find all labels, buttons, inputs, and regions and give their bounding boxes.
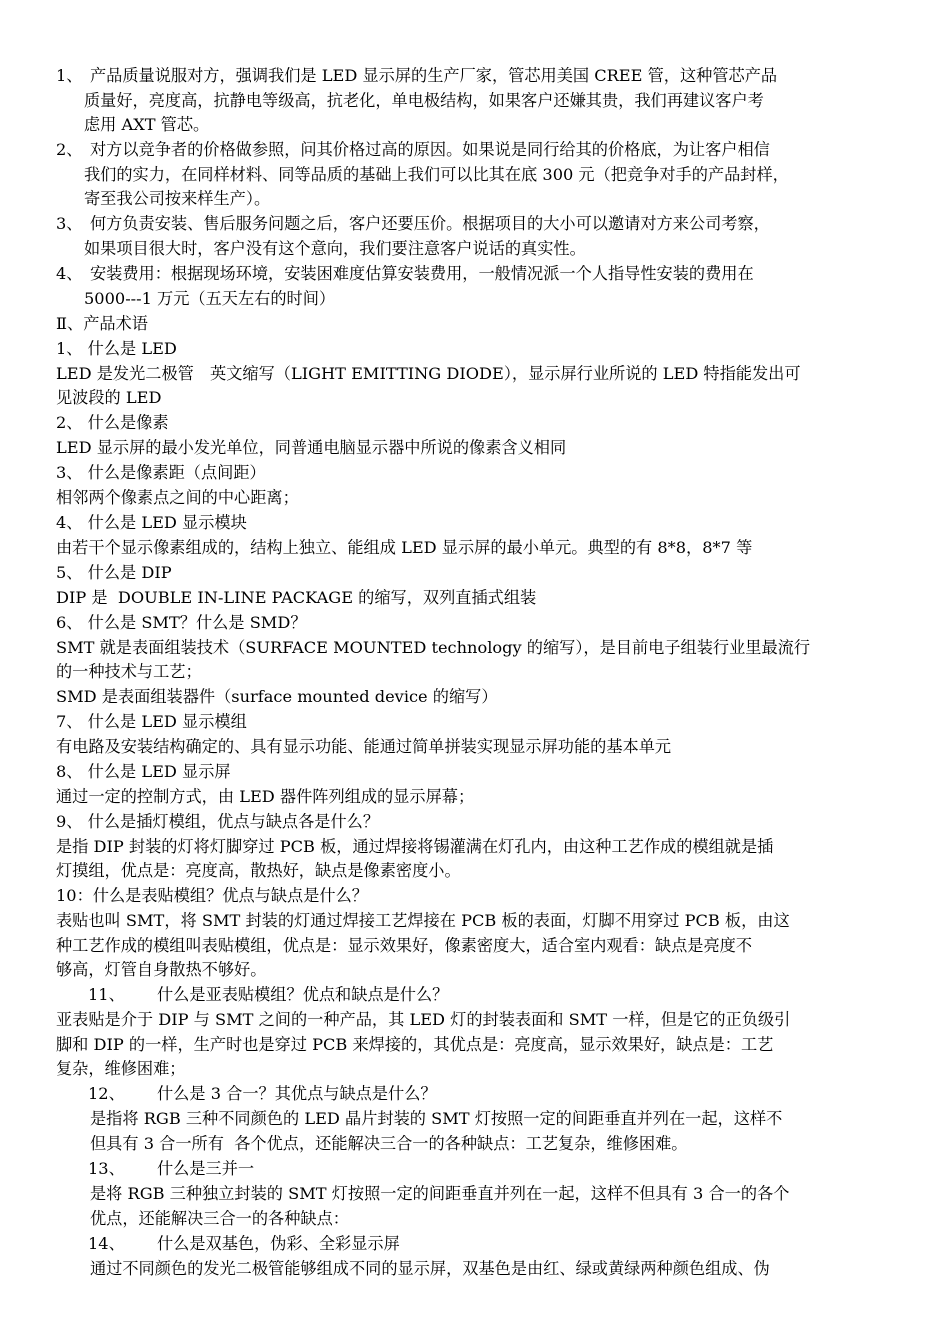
term-answer-line: 够高，灯管自身散热不够好。 [56, 960, 267, 979]
term-answer-line: LED 是发光二极管 英文缩写（LIGHT EMITTING DIODE），显示屏行业所说的 LED 特指能发出可 [56, 364, 801, 383]
item-text-line: 如果项目很大时，客户没有这个意向，我们要注意客户说话的真实性。 [84, 239, 586, 258]
term-number: 11、 [88, 985, 125, 1004]
item-text-line: 何方负责安装、售后服务问题之后，客户还要压价。根据项目的大小可以邀请对方来公司考察， [90, 214, 770, 233]
item-text-line: 5000---1 万元（五天左右的时间） [84, 289, 336, 308]
term-answer-line: 种工艺作成的模组叫表贴模组，优点是：显示效果好，像素密度大，适合室内观看：缺点是亮度不 [56, 936, 753, 955]
term-question: 什么是 3 合一？其优点与缺点是什么？ [157, 1084, 437, 1103]
term-answer-line: 见波段的 LED [56, 388, 162, 407]
term-question: 8、 什么是 LED 显示屏 [56, 762, 231, 781]
term-question: 2、 什么是像素 [56, 413, 169, 432]
term-question: 6、 什么是 SMT？什么是 SMD？ [56, 613, 307, 632]
term-question: 什么是双基色，伪彩、全彩显示屏 [157, 1234, 400, 1253]
item-number: 2、 [56, 140, 83, 159]
item-text-line: 虑用 AXT 管芯。 [84, 115, 210, 134]
term-answer-line: LED 显示屏的最小发光单位，同普通电脑显示器中所说的像素含义相同 [56, 438, 567, 457]
term-answer-line: SMD 是表面组装器件（surface mounted device 的缩写） [56, 687, 498, 706]
item-text-line: 对方以竞争者的价格做参照，问其价格过高的原因。如果说是同行给其的价格底，为让客户相信 [90, 140, 770, 159]
term-answer-line: 通过不同颜色的发光二极管能够组成不同的显示屏，双基色是由红、绿或黄绿两种颜色组成、伪 [90, 1259, 770, 1278]
term-answer-line: 亚表贴是介于 DIP 与 SMT 之间的一种产品，其 LED 灯的封装表面和 SMT 一样，但是它的正负级引 [56, 1010, 791, 1029]
item-number: 4、 [56, 264, 83, 283]
term-answer-line: 通过一定的控制方式，由 LED 器件阵列组成的显示屏幕； [56, 787, 475, 806]
item-number: 1、 [56, 66, 83, 85]
term-question: 5、 什么是 DIP [56, 563, 172, 582]
term-question: 什么是三并一 [157, 1159, 255, 1178]
term-number: 12、 [88, 1084, 125, 1103]
term-answer-line: 复杂，维修困难； [56, 1059, 186, 1078]
term-answer-line: 的一种技术与工艺； [56, 662, 202, 681]
item-text-line: 我们的实力，在同样材料、同等品质的基础上我们可以比其在底 300 元（把竞争对手的产品封样， [84, 165, 789, 184]
term-answer-line: 灯摸组，优点是：亮度高，散热好，缺点是像素密度小。 [56, 861, 461, 880]
item-text-line: 寄至我公司按来样生产）。 [84, 189, 271, 208]
term-answer-line: 优点，还能解决三合一的各种缺点： [90, 1209, 349, 1228]
term-question: 3、 什么是像素距（点间距） [56, 463, 266, 482]
term-answer-line: DIP 是 DOUBLE IN-LINE PACKAGE 的缩写，双列直插式组装 [56, 588, 537, 607]
term-question: 什么是亚表贴模组？优点和缺点是什么？ [157, 985, 449, 1004]
term-question: 10：什么是表贴模组？优点与缺点是什么？ [56, 886, 368, 905]
term-number: 13、 [88, 1159, 125, 1178]
term-answer-line: 由若干个显示像素组成的，结构上独立、能组成 LED 显示屏的最小单元。典型的有 8*8，8*7 等 [56, 538, 753, 557]
item-number: 3、 [56, 214, 83, 233]
term-answer-line: 脚和 DIP 的一样，生产时也是穿过 PCB 来焊接的，其优点是：亮度高，显示效果好，缺点是：工艺 [56, 1035, 774, 1054]
term-answer-line: 表贴也叫 SMT，将 SMT 封装的灯通过焊接工艺焊接在 PCB 板的表面，灯脚不用穿过 PCB 板，由这 [56, 911, 790, 930]
term-question: 4、 什么是 LED 显示模块 [56, 513, 247, 532]
term-answer-line: 但具有 3 合一所有 各个优点，还能解决三合一的各种缺点：工艺复杂，维修困难。 [90, 1134, 688, 1153]
term-answer-line: 有电路及安装结构确定的、具有显示功能、能通过简单拼装实现显示屏功能的基本单元 [56, 737, 672, 756]
term-question: 1、 什么是 LED [56, 339, 177, 358]
term-answer-line: 是指 DIP 封装的灯将灯脚穿过 PCB 板，通过焊接将锡灌满在灯孔内，由这种工艺作成的模组就是插 [56, 837, 774, 856]
term-number: 14、 [88, 1234, 125, 1253]
term-answer-line: 是指将 RGB 三种不同颜色的 LED 晶片封装的 SMT 灯按照一定的间距垂直并列在一起，这样不 [90, 1109, 783, 1128]
term-answer-line: 相邻两个像素点之间的中心距离； [56, 488, 299, 507]
item-text-line: 安装费用：根据现场环境，安装困难度估算安装费用，一般情况派一个人指导性安装的费用在 [90, 264, 754, 283]
term-question: 7、 什么是 LED 显示模组 [56, 712, 247, 731]
item-text-line: 产品质量说服对方，强调我们是 LED 显示屏的生产厂家，管芯用美国 CREE 管，这种管芯产品 [90, 66, 778, 85]
term-question: 9、 什么是插灯模组，优点与缺点各是什么？ [56, 812, 380, 831]
item-text-line: 质量好，亮度高，抗静电等级高，抗老化，单电极结构，如果客户还嫌其贵，我们再建议客户考 [84, 91, 764, 110]
term-answer-line: SMT 就是表面组装技术（SURFACE MOUNTED technology 的缩写），是目前电子组装行业里最流行 [56, 638, 811, 657]
section-title: Ⅱ、产品术语 [56, 314, 148, 333]
term-answer-line: 是将 RGB 三种独立封装的 SMT 灯按照一定的间距垂直并列在一起，这样不但具有 3 合一的各个 [90, 1184, 790, 1203]
